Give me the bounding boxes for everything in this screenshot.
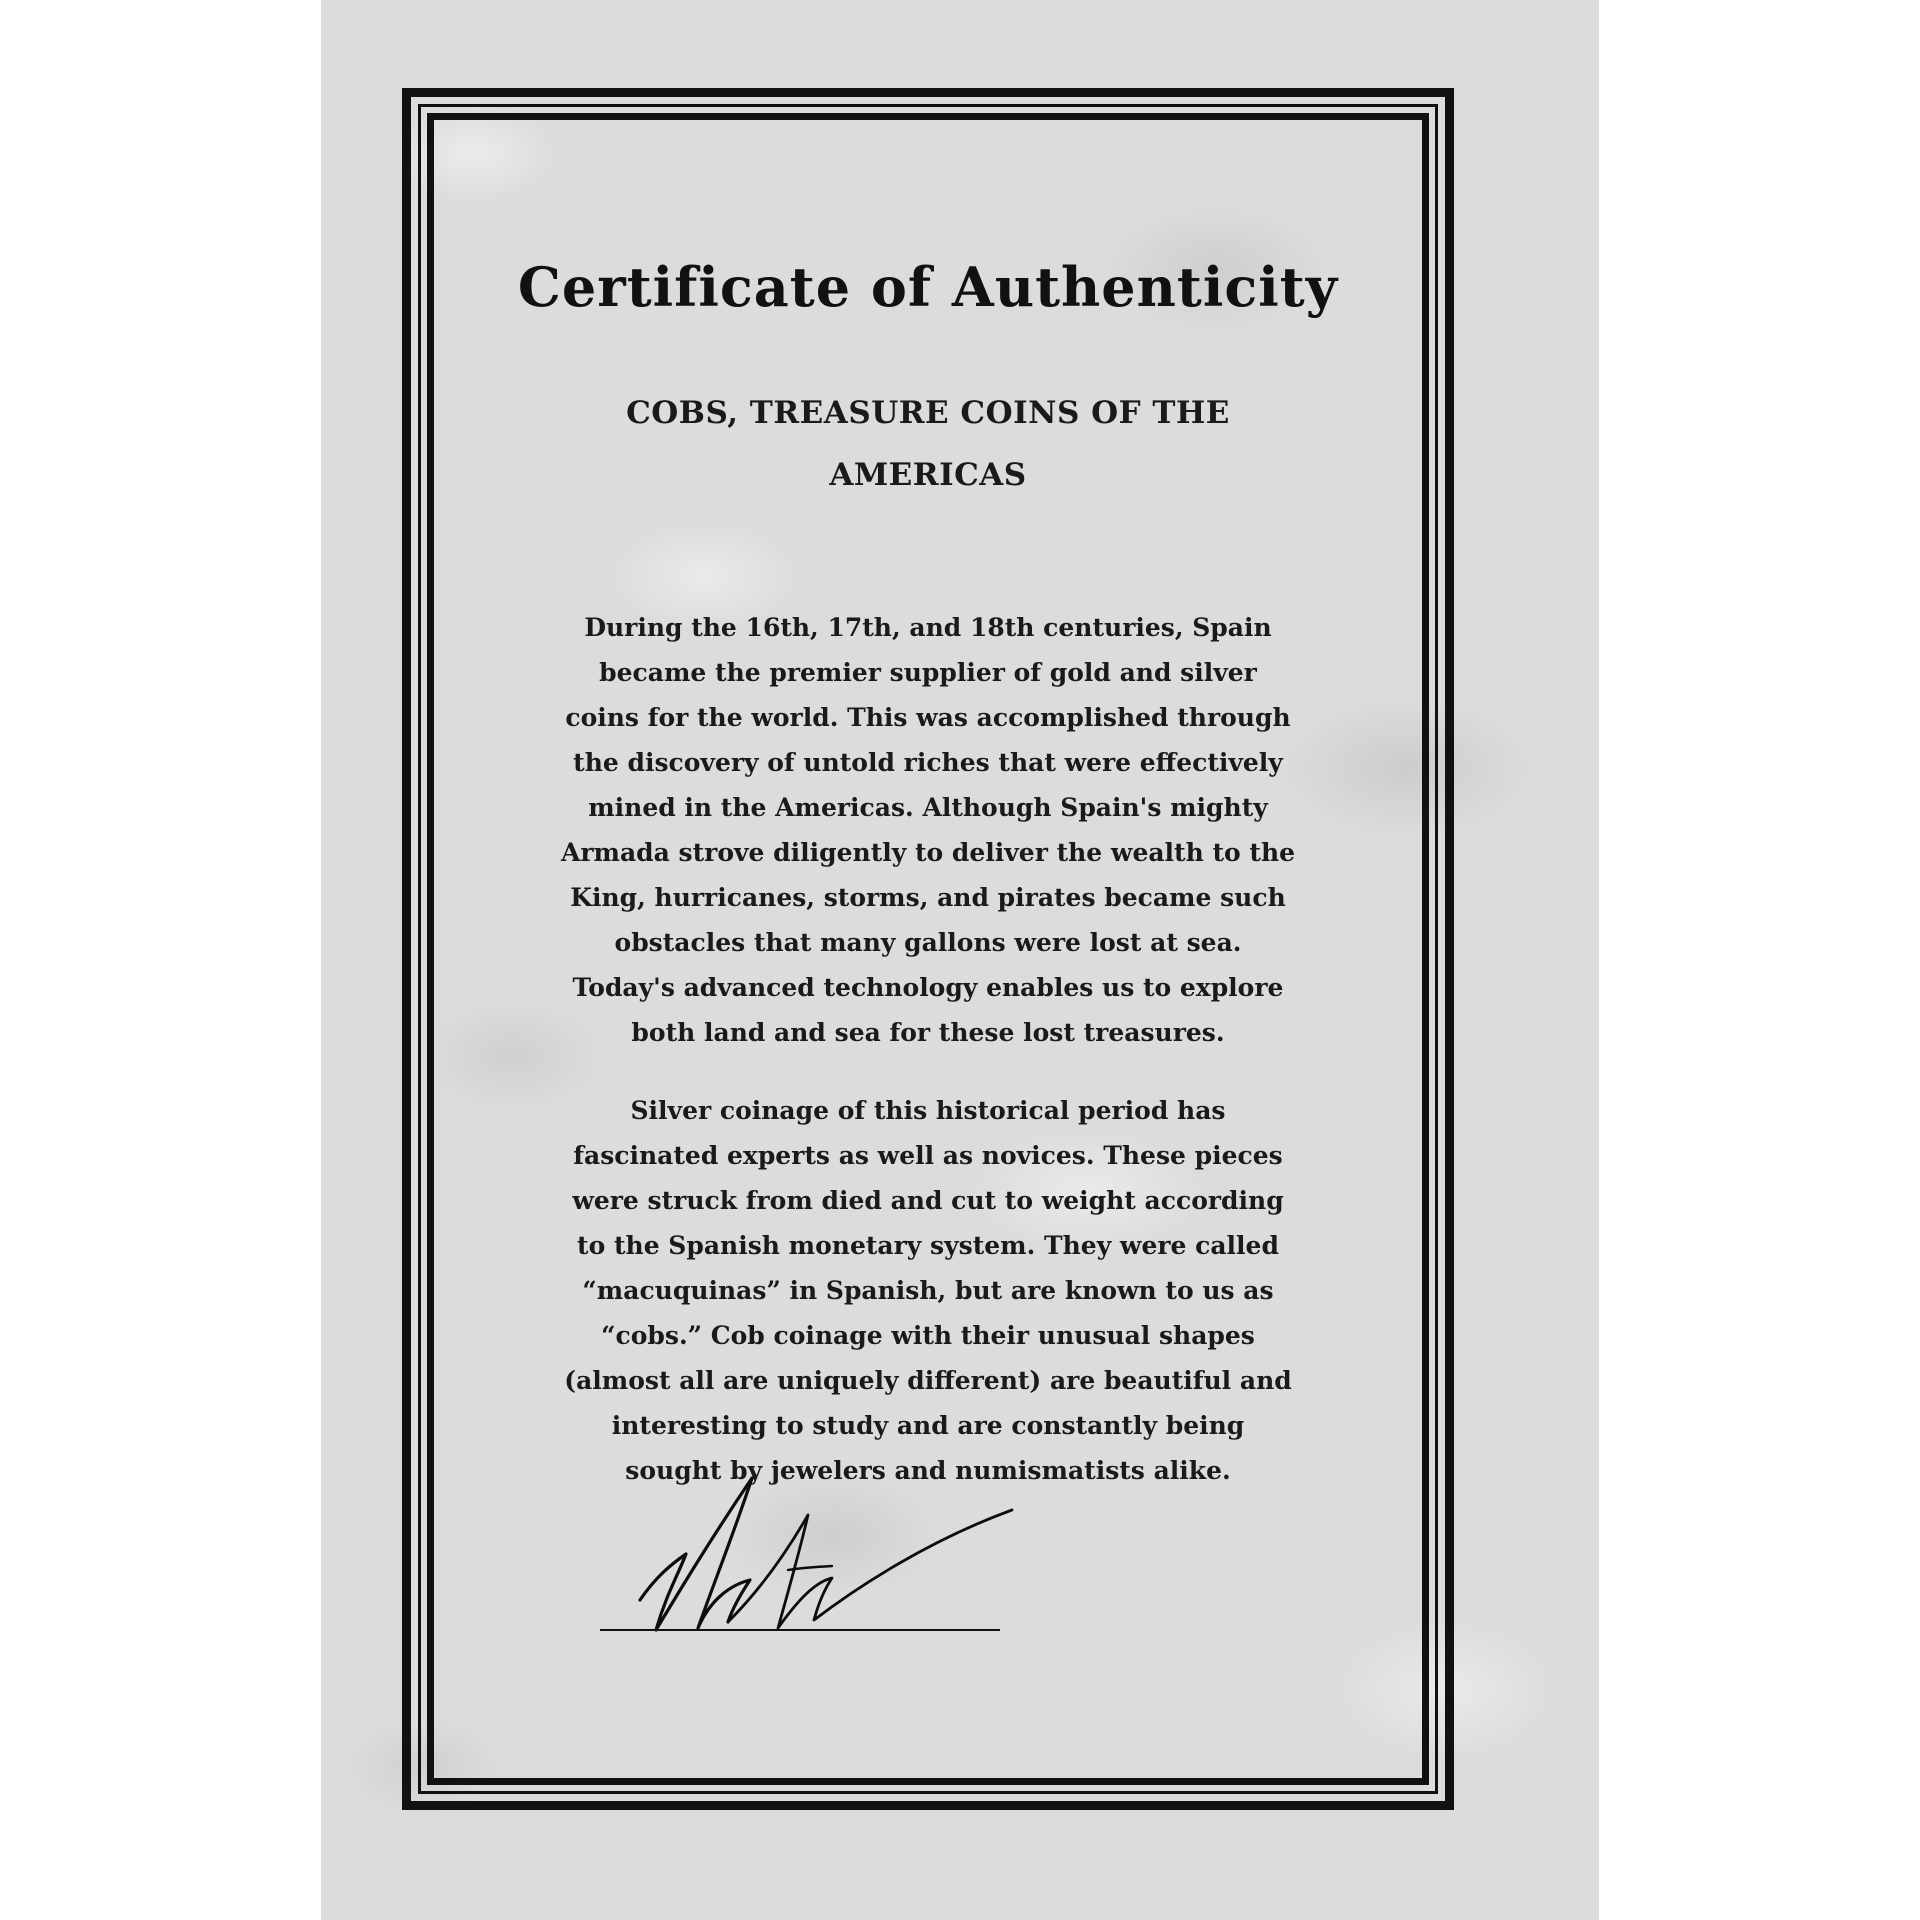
signature-stroke [640,1478,752,1630]
history-paragraph: During the 16th, 17th, and 18th centuries, Spain became the premier supplier of gold and silver coins for the world. This was accomplished through the discovery of untold riches that were effectively mined in the Americas. Although Spain's mighty Armada strove diligently to deliver the wealth to the King, hurricanes, storms, and pirates became such obstacles that many gallons were lost at sea. Today's advanced technology enables us to explore both land and sea for these lost treasures. [560,613,1296,1047]
signature [600,1470,1020,1640]
certificate-title: Certificate of Authenticity [517,255,1339,319]
signature-stroke [728,1510,1012,1628]
coinage-paragraph: Silver coinage of this historical period has fascinated experts as well as novices. These pieces were struck from died and cut to weight according to the Spanish monetary system. They were called “macuquinas” in Spanish, but are known to us as “cobs.” Cob coinage with their unusual shapes (almost all are uniquely different) are beautiful and interesting to study and are constantly being sought by jewelers and numismatists alike. [564,1096,1292,1485]
certificate-subtitle: COBS, TREASURE COINS OF THE AMERICAS [626,395,1230,493]
